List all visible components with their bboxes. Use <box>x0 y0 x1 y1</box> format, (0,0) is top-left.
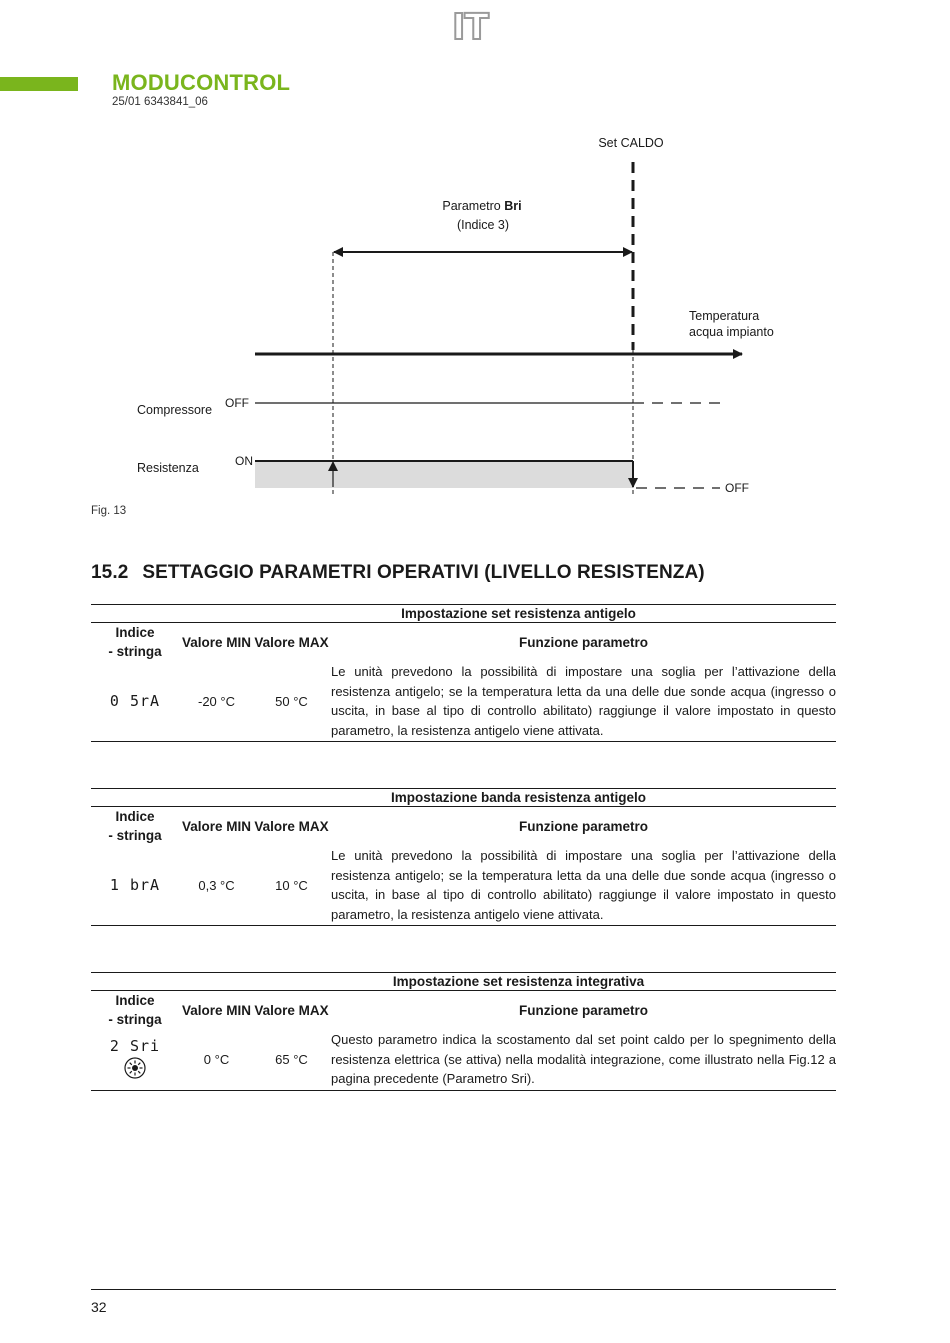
parameter-index <box>91 876 179 894</box>
lcd-code: 0 5rA <box>109 692 161 710</box>
parameter-label-prefix: Parametro <box>442 199 505 213</box>
header-index-line2: - stringa <box>108 644 162 659</box>
header-min: Valore MIN <box>181 1002 252 1018</box>
header-min: Valore MIN <box>181 634 252 650</box>
table-header <box>91 623 836 661</box>
heater-on-area <box>255 461 633 488</box>
heater-state-off: OFF <box>725 481 749 495</box>
header-function: Funzione parametro <box>518 818 648 834</box>
footer-rule <box>91 1289 836 1290</box>
table-row <box>91 661 836 742</box>
table-header <box>91 991 836 1029</box>
language-badge: IT <box>452 7 488 48</box>
header-function: Funzione parametro <box>518 634 648 650</box>
table-title: Impostazione set resistenza antigelo <box>91 604 836 623</box>
lcd-code: 1 brA <box>109 876 161 894</box>
sun-icon <box>124 1057 146 1079</box>
max-value: 10 °C <box>275 877 308 893</box>
parameter-description: Le unità prevedono la possibilità di impostare una soglia per l’attivazione della resistenza antigelo; se la temperatura letta da una delle due sonde acqua (ingresso o uscita, in base al tipo di controllo abilitato) raggiunge il valore impostato in questo parametro, la resistenza antigelo viene attivata. <box>331 848 836 922</box>
brand-title: MODUCONTROL <box>112 70 291 95</box>
axis-label-line2: acqua impianto <box>689 325 774 339</box>
compressor-label: Compressore <box>137 403 213 417</box>
header-index-line1: Indice <box>115 625 155 640</box>
parameter-label <box>442 199 521 213</box>
page-number: 32 <box>91 1299 107 1315</box>
header-index <box>91 991 179 1029</box>
header-index-line2: - stringa <box>108 1012 162 1027</box>
parameter-index <box>91 1037 179 1082</box>
header-max: Valore MAX <box>254 1002 329 1018</box>
table-row <box>91 845 836 926</box>
heater-state-on: ON <box>235 454 253 468</box>
table-header <box>91 807 836 845</box>
header-index <box>91 807 179 845</box>
table-title: Impostazione banda resistenza antigelo <box>91 788 836 807</box>
figure-caption: Fig. 13 <box>91 505 127 517</box>
parameter-label-bold: Bri <box>504 199 522 213</box>
section-title-text: SETTAGGIO PARAMETRI OPERATIVI (LIVELLO RESISTENZA) <box>142 562 705 583</box>
section-number: 15.2 <box>91 562 129 583</box>
heater-label: Resistenza <box>137 461 199 475</box>
parameter-index <box>91 692 179 710</box>
table-title: Impostazione set resistenza integrativa <box>91 972 836 991</box>
header-index-line2: - stringa <box>108 828 162 843</box>
parameter-description: Le unità prevedono la possibilità di impostare una soglia per l’attivazione della resistenza antigelo; se la temperatura letta da una delle due sonde acqua (ingresso o uscita, in base al tipo di controllo abilitato) raggiunge il valore impostato in questo parametro, la resistenza antigelo viene attivata. <box>331 664 836 738</box>
parameter-description: Questo parametro indica la scostamento dal set point caldo per lo spegnimento della resistenza elettrica (se attiva) nella modalità integrazione, come illustrato nella Fig.12 a pagina precedente (Parametro Sri). <box>331 1032 836 1086</box>
header-max: Valore MAX <box>254 634 329 650</box>
section-title <box>91 562 705 584</box>
header-index-line1: Indice <box>115 993 155 1008</box>
header-max: Valore MAX <box>254 818 329 834</box>
parameter-table <box>91 972 836 1091</box>
parameter-table <box>91 788 836 926</box>
max-value: 50 °C <box>275 693 308 709</box>
table-row <box>91 1029 836 1091</box>
compressor-state-off: OFF <box>225 396 249 410</box>
max-value: 65 °C <box>275 1051 308 1067</box>
header-function: Funzione parametro <box>518 1002 648 1018</box>
parameter-table <box>91 604 836 742</box>
header-index <box>91 623 179 661</box>
heater-timing-diagram <box>0 0 950 540</box>
min-value: 0 °C <box>203 1051 230 1067</box>
header-min: Valore MIN <box>181 818 252 834</box>
parameter-sublabel: (Indice 3) <box>456 218 510 232</box>
axis-label-line1: Temperatura <box>689 309 760 323</box>
min-value: -20 °C <box>198 693 235 709</box>
set-point-label: Set CALDO <box>598 136 664 150</box>
header-index-line1: Indice <box>115 809 155 824</box>
min-value: 0,3 °C <box>198 877 235 893</box>
lcd-code: 2 Sri <box>109 1036 161 1055</box>
document-code: 25/01 6343841_06 <box>112 96 208 108</box>
